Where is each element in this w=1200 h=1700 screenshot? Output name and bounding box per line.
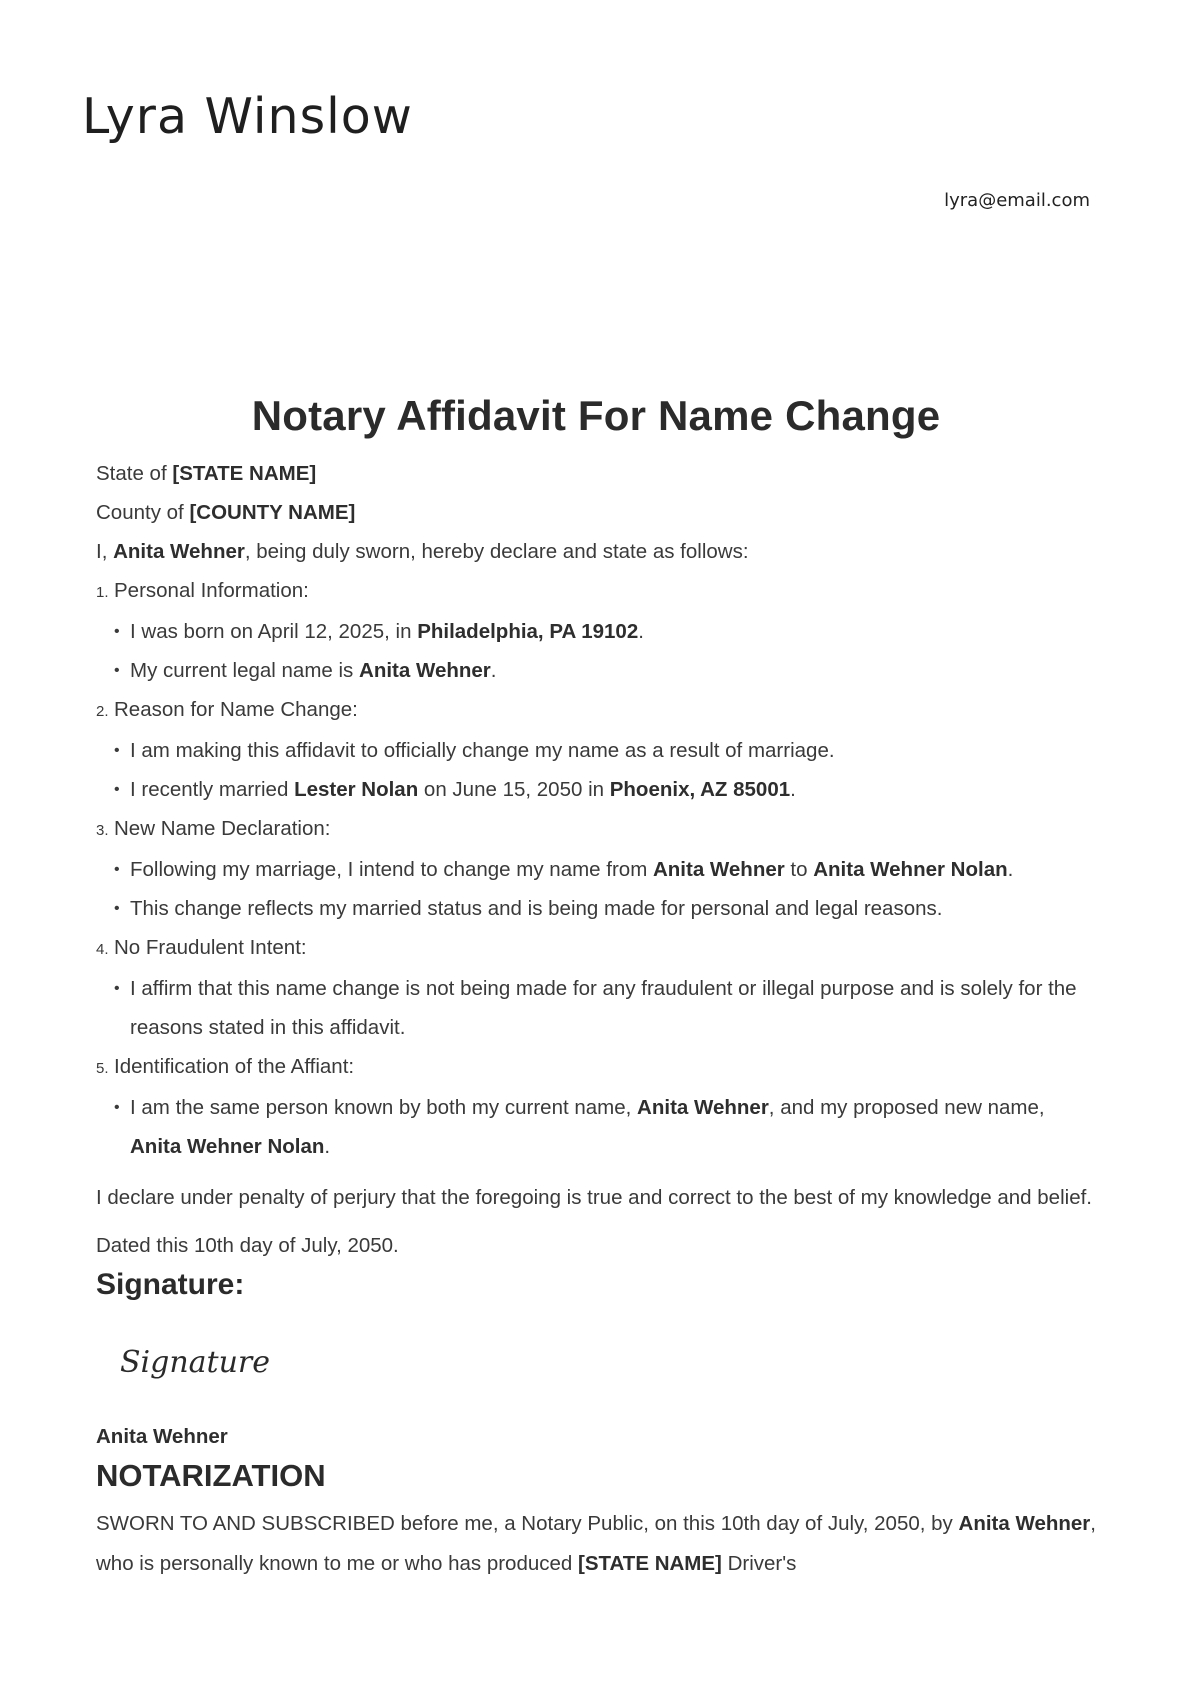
section-heading: 1. Personal Information: [96,579,309,602]
dated-line: Dated this 10th day of July, 2050. [96,1234,399,1257]
signer-name: Anita Wehner [96,1425,228,1448]
list-item: • I am the same person known by both my current name, Anita Wehner, and my proposed new name, Anita Wehner Nolan. [114,1088,1096,1166]
notarization-heading: NOTARIZATION [96,1458,326,1493]
section-list [96,612,1096,690]
list-item: • My current legal name is Anita Wehner. [114,651,1096,690]
signature-heading: Signature: [96,1268,245,1301]
signature-image [96,1302,1096,1412]
section-heading: 4. No Fraudulent Intent: [96,936,307,959]
author-name: Lyra Winslow [82,88,413,145]
section-heading: 3. New Name Declaration: [96,817,331,840]
list-item: • I affirm that this name change is not being made for any fraudulent or illegal purpose and is solely for the reasons stated in this affidavit. [114,969,1096,1047]
list-item: • I recently married Lester Nolan on June 15, 2050 in Phoenix, AZ 85001. [114,770,1096,809]
list-item: • I am making this affidavit to officially change my name as a result of marriage. [114,731,1096,770]
list-item: • Following my marriage, I intend to change my name from Anita Wehner to Anita Wehner Nolan. [114,850,1096,889]
section-list [96,731,1096,809]
author-email: lyra@email.com [944,190,1090,211]
county-placeholder: [COUNTY NAME] [189,501,356,524]
intro-statement: I, Anita Wehner, being duly sworn, hereby declare and state as follows: [96,540,749,563]
section-list [96,1088,1096,1166]
signature-script: Signature [120,1345,271,1380]
declaration-text: I declare under penalty of perjury that the foregoing is true and correct to the best of my knowledge and belief. [96,1186,1092,1209]
list-item: • I was born on April 12, 2025, in Philadelphia, PA 19102. [114,612,1096,651]
state-line: State of [STATE NAME] [96,462,317,485]
section-heading: 5. Identification of the Affiant: [96,1055,355,1078]
county-line: County of [COUNTY NAME] [96,501,356,524]
section-list [96,850,1096,928]
affidavit-body [96,392,1096,1584]
section-list [96,969,1096,1047]
document-title: Notary Affidavit For Name Change [251,392,941,439]
state-placeholder: [STATE NAME] [172,462,317,485]
list-item: • This change reflects my married status and is being made for personal and legal reasons. [114,889,1096,928]
notarization-text: SWORN TO AND SUBSCRIBED before me, a Notary Public, on this 10th day of July, 2050, by Anita Wehner, who is personally known to me or who has produced [STATE NAME] Driver's [96,1512,1096,1575]
section-heading: 2. Reason for Name Change: [96,698,358,721]
signature-scribble-icon [118,1336,278,1386]
